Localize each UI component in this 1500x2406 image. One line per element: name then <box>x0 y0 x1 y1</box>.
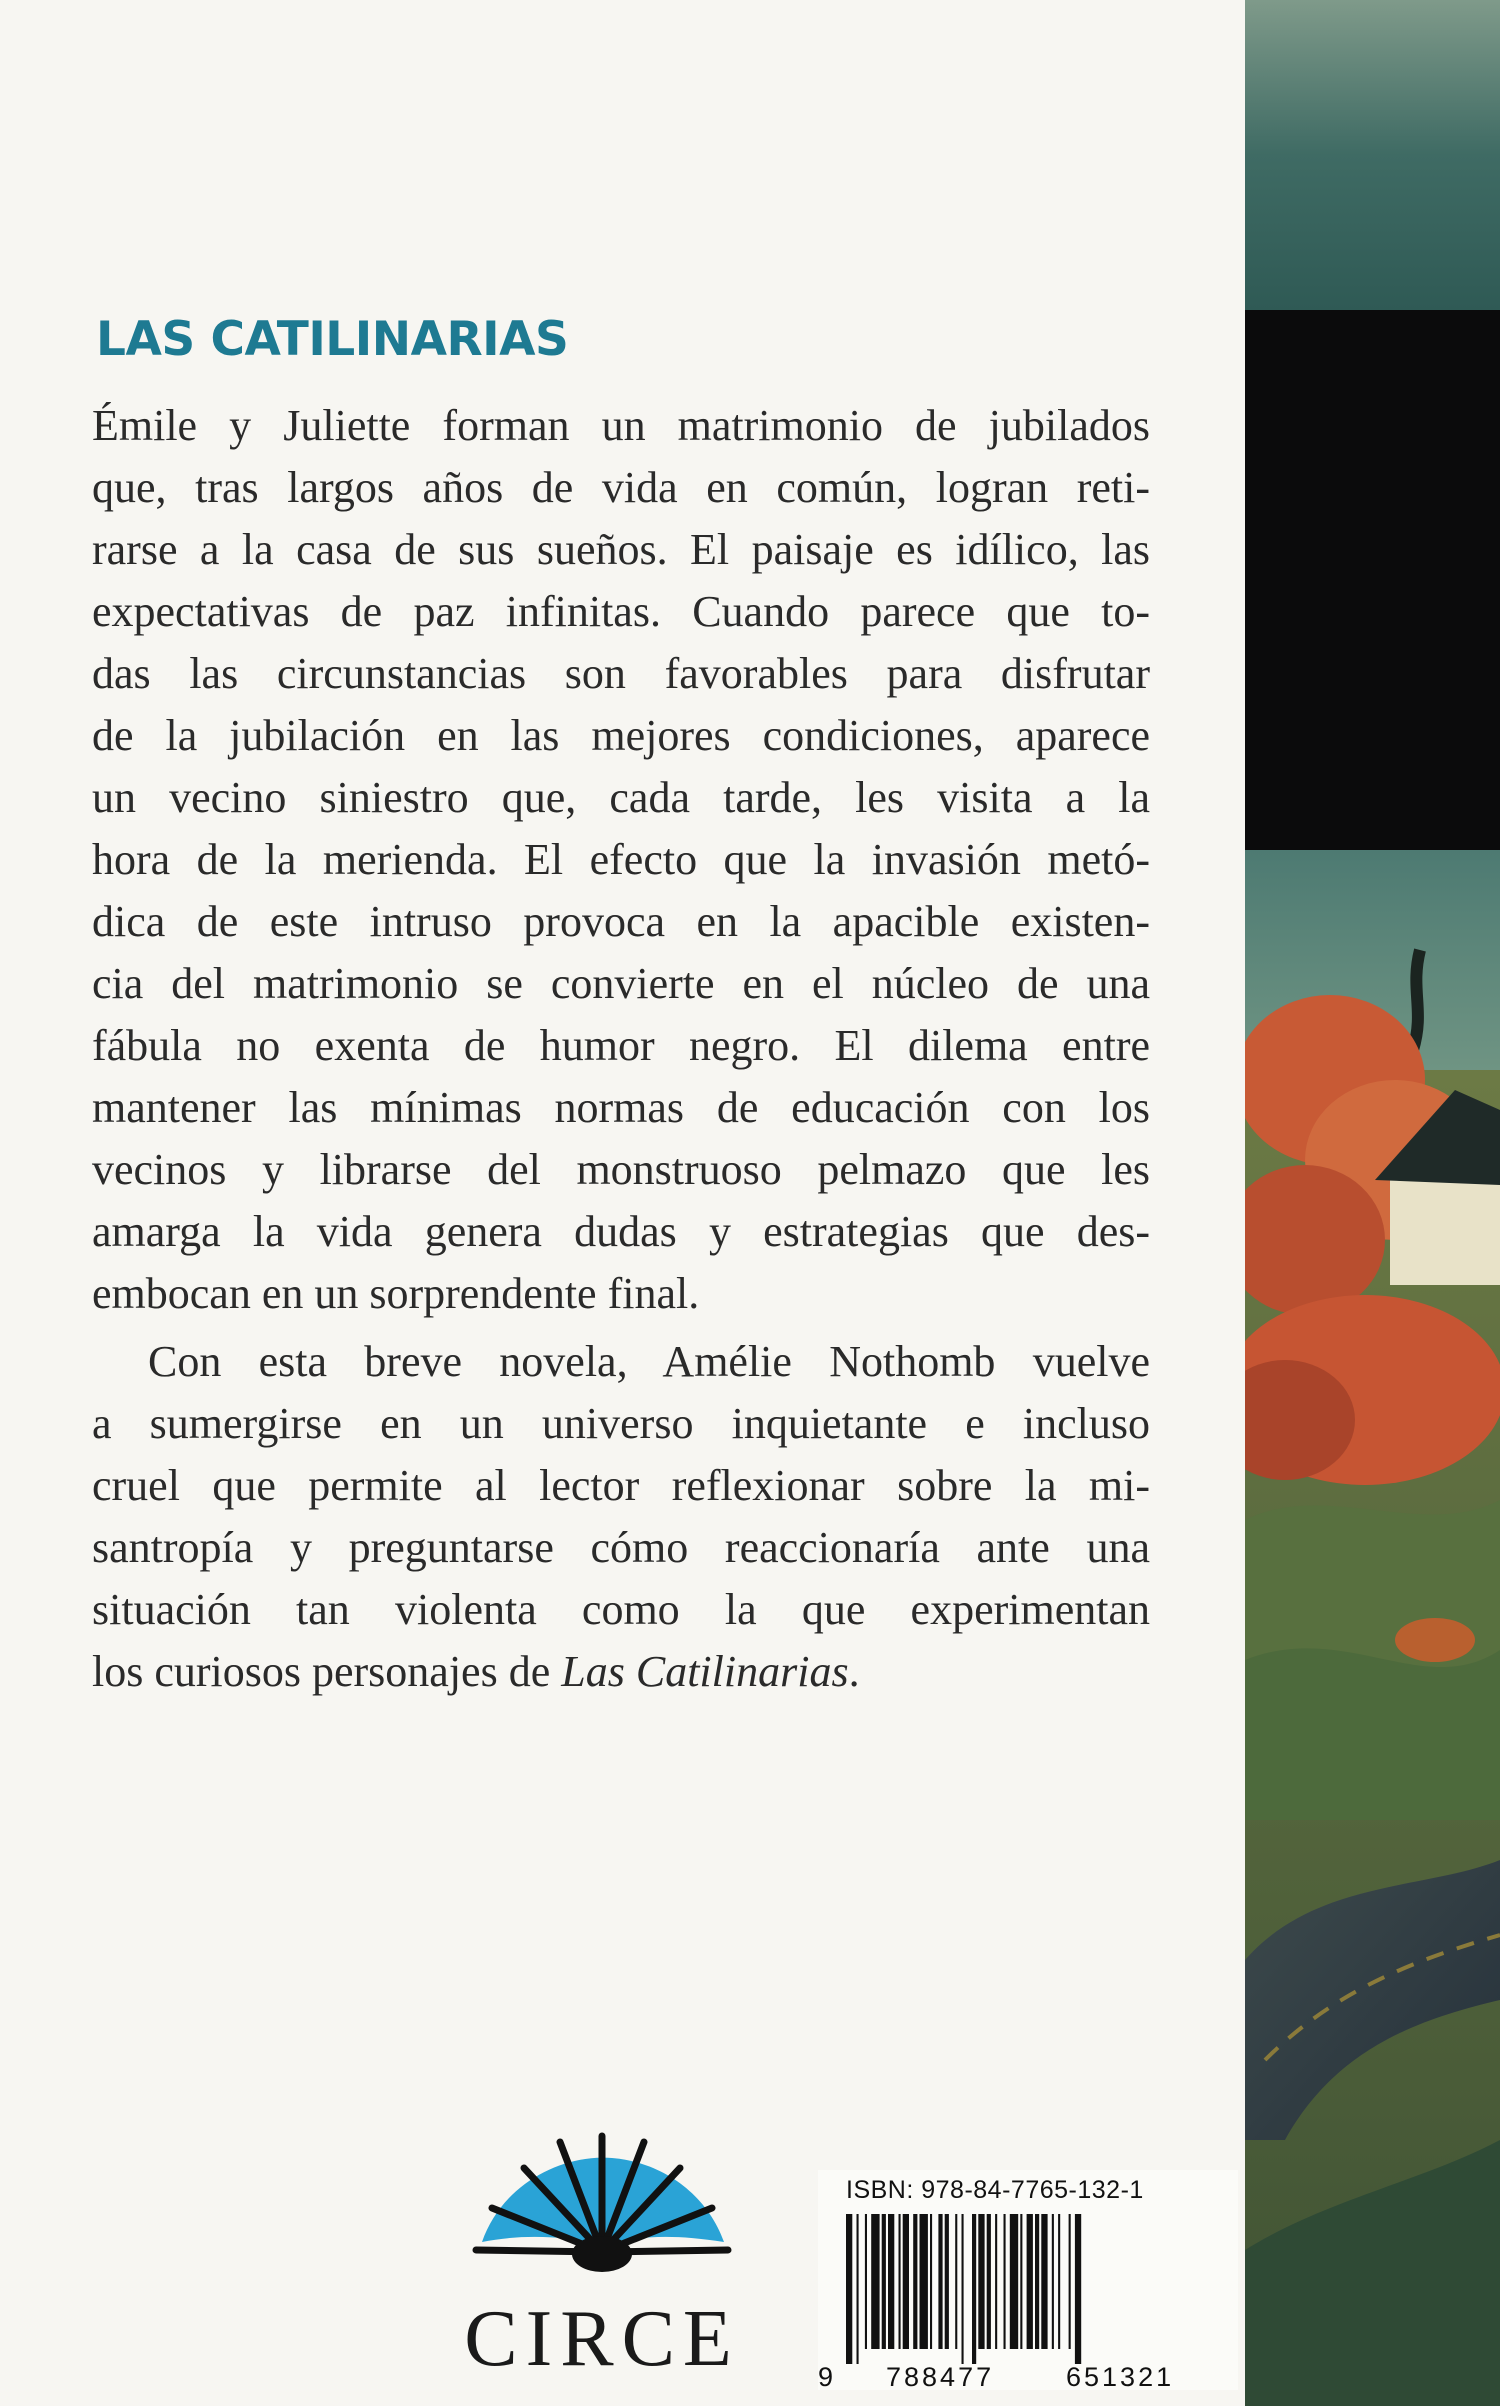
barcode-first-digit: 9 <box>818 2362 834 2392</box>
book-title-italic: Las Catilinarias <box>561 1647 849 1696</box>
barcode-bar <box>1052 2214 1054 2349</box>
synopsis-last-line <box>92 1641 1150 1703</box>
barcode-bar <box>978 2214 984 2349</box>
isbn-label: ISBN: 978-84-7765-132-1 <box>846 2176 1144 2204</box>
publisher-logo <box>462 2124 742 2386</box>
book-title: LAS CATILINARIAS <box>96 312 569 367</box>
barcode-bar <box>995 2214 997 2349</box>
synopsis-line: rarse a la casa de sus sueños. El paisaje es idílico, las <box>92 525 1150 574</box>
synopsis-line: fábula no exenta de humor negro. El dilema entre <box>92 1021 1150 1070</box>
barcode-bar <box>1069 2214 1071 2349</box>
barcode-bar <box>1041 2214 1047 2349</box>
barcode-bar <box>846 2214 852 2364</box>
barcode-bar <box>955 2214 957 2349</box>
cover-illustration-strip <box>1245 0 1500 2406</box>
synopsis-line: dica de este intruso provoca en la apacible existen- <box>92 897 1150 946</box>
synopsis-line: mantener las mínimas normas de educación con los <box>92 1083 1150 1132</box>
synopsis-line: vecinos y librarse del monstruoso pelmazo que les <box>92 1145 1150 1194</box>
synopsis-line: situación tan violenta como la que experimentan <box>92 1585 1150 1634</box>
synopsis-line: hora de la merienda. El efecto que la invasión metó- <box>92 835 1150 884</box>
synopsis-line: que, tras largos años de vida en común, logran reti- <box>92 463 1150 512</box>
barcode-bar <box>945 2214 949 2349</box>
barcode-bar <box>1010 2214 1018 2349</box>
barcode-bar <box>1035 2214 1039 2349</box>
synopsis-line: embocan en un sorprendente final. <box>92 1269 700 1318</box>
barcode-bar <box>938 2214 942 2349</box>
synopsis-paragraph-1 <box>92 395 1150 1325</box>
barcode-bar <box>899 2214 901 2349</box>
publisher-name: CIRCE <box>464 2295 740 2383</box>
barcode-bar <box>972 2214 976 2364</box>
barcode-bar <box>920 2214 928 2349</box>
synopsis-line: das las circunstancias son favorables para disfrutar <box>92 649 1150 698</box>
barcode-bar <box>913 2214 917 2349</box>
synopsis-paragraph-2 <box>92 1331 1150 1703</box>
barcode-bar <box>882 2214 886 2349</box>
synopsis-line: un vecino siniestro que, cada tarde, les visita a la <box>92 773 1150 822</box>
barcode-icon <box>846 2214 1226 2364</box>
synopsis-line: a sumergirse en un universo inquietante e incluso <box>92 1399 1150 1448</box>
synopsis-line: de la jubilación en las mejores condiciones, aparece <box>92 711 1150 760</box>
synopsis-text: los curiosos personajes de <box>92 1647 562 1696</box>
synopsis <box>92 395 1150 1703</box>
barcode-bar <box>1027 2214 1033 2349</box>
barcode-bar <box>1020 2214 1022 2349</box>
barcode-bar <box>871 2214 879 2349</box>
barcode-bar <box>962 2214 964 2364</box>
barcode-bar <box>888 2214 894 2349</box>
barcode-bar <box>987 2214 991 2349</box>
barcode-bar <box>857 2214 859 2364</box>
barcode-bar <box>1075 2214 1081 2364</box>
synopsis-line: cia del matrimonio se convierte en el núcleo de una <box>92 959 1150 1008</box>
barcode-right-digits: 651321 <box>1066 2362 1175 2392</box>
barcode-bar <box>1004 2214 1006 2349</box>
synopsis-line: amarga la vida genera dudas y estrategias que des- <box>92 1207 1150 1256</box>
fan-logo-icon <box>462 2124 742 2294</box>
synopsis-line: expectativas de paz infinitas. Cuando parece que to- <box>92 587 1150 636</box>
cover-painting <box>1245 0 1500 2406</box>
synopsis-text: . <box>848 1647 860 1696</box>
isbn-barcode-block <box>818 2170 1238 2390</box>
synopsis-line: cruel que permite al lector reflexionar sobre la mi- <box>92 1461 1150 1510</box>
synopsis-line: Con esta breve novela, Amélie Nothomb vuelve <box>148 1337 1150 1386</box>
barcode-bar <box>865 2214 867 2349</box>
barcode-left-digits: 788477 <box>886 2362 995 2392</box>
synopsis-line: Émile y Juliette forman un matrimonio de jubilados <box>92 401 1150 450</box>
barcode-bar <box>1058 2214 1060 2349</box>
barcode-bar <box>903 2214 909 2349</box>
barcode-bar <box>930 2214 932 2349</box>
synopsis-line: santropía y preguntarse cómo reaccionaría ante una <box>92 1523 1150 1572</box>
